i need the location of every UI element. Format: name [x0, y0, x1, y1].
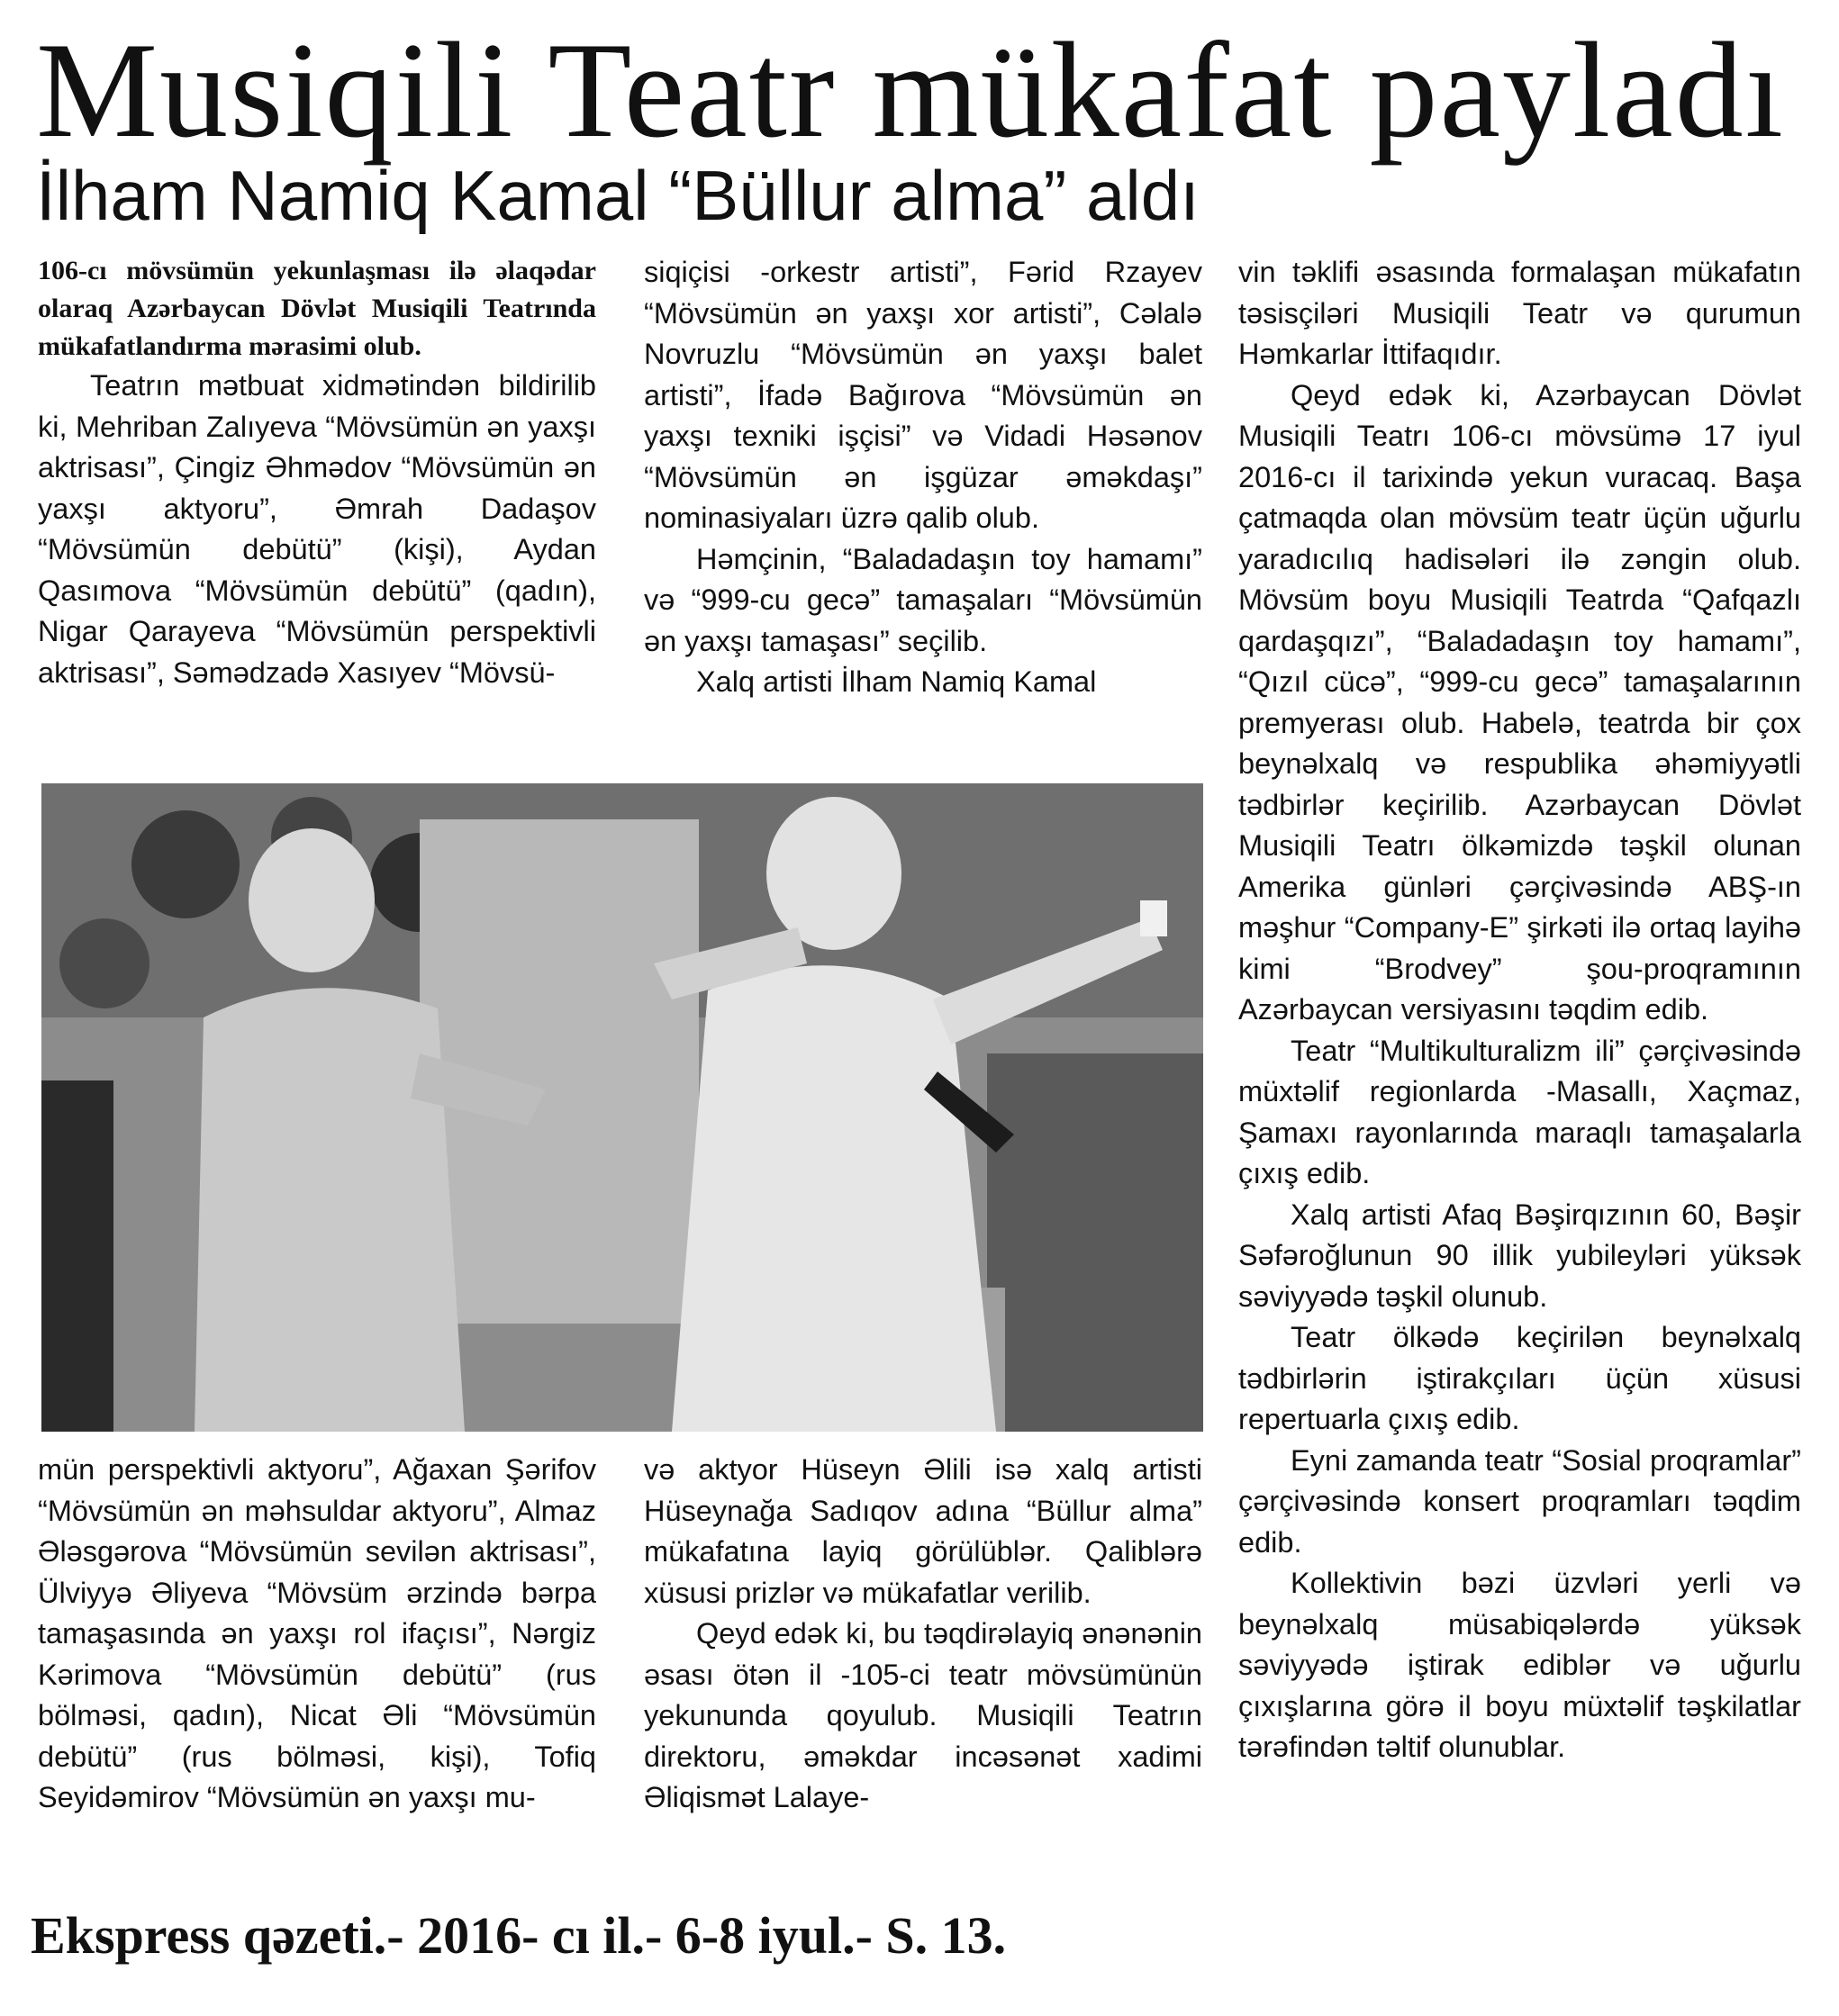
column-1-bottom [38, 1450, 596, 1819]
column-1-top [38, 252, 596, 693]
column-2-bottom [644, 1450, 1202, 1819]
paragraph: Teatr “Multikulturalizm ili” çərçivəsində müxtəlif regionlarda -Masallı, Xaçmaz, Şamaxı rayonlarında maraqlı tamaşalarla çıxış edib. [1238, 1034, 1801, 1189]
paragraph: Xalq artisti İlham Namiq Kamal [696, 665, 1097, 698]
lead-paragraph: 106-cı mövsümün yekunlaşması ilə əlaqədar olaraq Azərbaycan Dövlət Musiqili Teatrında mükafatlandırma mərasimi olub. [38, 256, 596, 361]
paragraph: Qeyd edək ki, bu təqdirəlayiq ənənənin əsası ötən il -105-ci teatr mövsümünün yekununda qoyulub. Musiqili Teatrın direktoru, əməkdar incəsənət xadimi Əliqismət Lalaye- [644, 1617, 1202, 1813]
paragraph: Kollektivin bəzi üzvləri yerli və beynəlxalq müsabiqələrdə yüksək səviyyədə iştirak ediblər və uğurlu çıxışlarına görə il boyu müxtəlif təşkilatlar tərəfindən təltif olunublar. [1238, 1567, 1801, 1763]
award-ceremony-photo [41, 783, 1203, 1432]
paragraph: Teatr ölkədə keçirilən beynəlxalq tədbirlərin iştirakçıları üçün xüsusi repertuarla çıxış edib. [1238, 1321, 1801, 1435]
paragraph: Həmçinin, “Baladadaşın toy hamamı” və “999-cu gecə” tamaşaları “Mövsümün ən yaxşı tamaşası” seçilib. [644, 542, 1202, 657]
source-citation: Ekspress qəzeti.- 2016- cı il.- 6-8 iyul.- S. 13. [31, 1906, 1007, 1965]
paragraph: vin təklifi əsasında formalaşan mükafatın təsisçiləri Musiqili Teatr və qurumun Həmkarlar İttifaqıdır. [1238, 256, 1801, 370]
headline: Musiqili Teatr mükafat payladı [36, 14, 1785, 166]
column-3 [1238, 252, 1801, 1768]
photo-illustration [41, 783, 1203, 1432]
paragraph: Eyni zamanda teatr “Sosial proqramlar” çərçivəsində konsert proqramları təqdim edib. [1238, 1443, 1801, 1559]
paragraph: və aktyor Hüseyn Əlili isə xalq artisti Hüseynağa Sadıqov adına “Büllur alma” mükafatına layiq görülüblər. Qaliblərə xüsusi prizlər və mükafatlar verilib. [644, 1453, 1202, 1609]
subheadline: İlham Namiq Kamal “Büllur alma” aldı [36, 156, 1200, 235]
paragraph: Xalq artisti Afaq Bəşirqızının 60, Bəşir Səfəroğlunun 90 illik yubileyləri yüksək səviyyədə təşkil olunub. [1238, 1198, 1801, 1313]
paragraph: siqiçisi -orkestr artisti”, Fərid Rzayev “Mövsümün ən yaxşı xor artisti”, Cəlalə Novruzlu “Mövsümün ən yaxşı balet artisti”, İfadə Bağırova “Mövsümün ən yaxşı texniki işçisi” və Vidadi Həsənov “Mövsümün ən işgüzar əməkdaşı” nominasiyaları üzrə qalib olub. [644, 256, 1202, 534]
paragraph: mün perspektivli aktyoru”, Ağaxan Şərifov “Mövsümün ən məhsuldar aktyoru”, Almaz Ələsgərova “Mövsümün sevilən aktrisası”, Ülviyyə Əliyeva “Mövsüm ərzində bərpa tamaşasında ən yaxşı rol ifaçısı”, Nərgiz Kərimova “Mövsümün debütü” (rus bölməsi, qadın), Nicat Əli “Mövsümün debütü” (rus bölməsi, kişi), Tofiq Seyidəmirov “Mövsümün ən yaxşı mu- [38, 1453, 596, 1813]
column-2-top [644, 252, 1202, 703]
paragraph: Teatrın mətbuat xidmətindən bildirilib ki, Mehriban Zalıyeva “Mövsümün ən yaxşı aktrisası”, Çingiz Əhmədov “Mövsümün ən yaxşı aktyoru”, Əmrah Dadaşov “Mövsümün debütü” (kişi), Aydan Qasımova “Mövsümün debütü” (qadın), Nigar Qarayeva “Mövsümün perspektivli aktrisası”, Səmədzadə Xasıyev “Mövsü- [38, 369, 596, 689]
paragraph: Qeyd edək ki, Azərbaycan Dövlət Musiqili Teatrı 106-cı mövsümə 17 iyul 2016-cı il tarixində yekun vuracaq. Başa çatmaqda olan mövsüm teatr üçün uğurlu yaradıcılıq hadisələri ilə zəngin olub. Mövsüm boyu Musiqili Teatrda “Qafqazlı qardaşqızı”, “Baladadaşın toy hamamı”, “Qızıl cücə”, “999-cu gecə” tamaşalarının premyerası olub. Habelə, teatrda bir çox beynəlxalq və respublika əhəmiyyətli tədbirlər keçirilib. Azərbaycan Dövlət Musiqili Teatrı ölkəmizdə təşkil olunan Amerika günləri çərçivəsində ABŞ-ın məşhur “Company-E” şirkəti ilə ortaq layihə kimi “Brodvey” şou-proqramının Azərbaycan versiyasını təqdim edib. [1238, 378, 1801, 1026]
